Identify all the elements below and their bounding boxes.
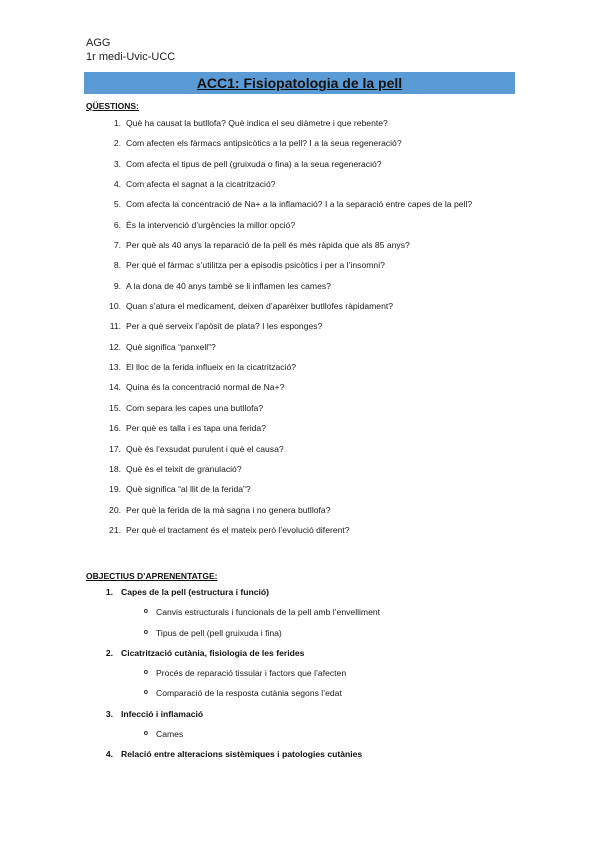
- objective-number: 2.: [105, 647, 113, 658]
- objective-subitem-text: Canvis estructurals i funcionals de la pell amb l’envelliment: [156, 607, 381, 618]
- objective-number: 4.: [105, 749, 113, 760]
- title-banner: [84, 72, 515, 94]
- objective-subitem-text: Tipus de pell (pell gruixuda i fina): [156, 627, 282, 638]
- question-item: [86, 463, 526, 483]
- objective-subitem: [86, 687, 526, 707]
- question-item: [86, 300, 526, 320]
- question-text: Què significa “panxell”?: [126, 341, 216, 352]
- question-item: [86, 361, 526, 381]
- question-text: Què ha causat la butllofa? Què indica el seu diàmetre i que rebente?: [126, 118, 388, 128]
- question-item: [86, 402, 526, 422]
- objective-number: 1.: [105, 587, 113, 597]
- objective-title-row: [86, 586, 526, 606]
- question-text: Per què la ferida de la mà sagna i no genera butllofa?: [126, 504, 331, 515]
- question-text: Què és el teixit de granulació?: [126, 463, 242, 474]
- objective-number: 3.: [105, 708, 113, 719]
- question-number: 16.: [109, 423, 121, 434]
- question-number: 9.: [113, 280, 121, 291]
- question-text: És la intervenció d’urgències la millor opció?: [126, 219, 296, 230]
- objective-title-row: [86, 748, 526, 768]
- question-text: Què significa “al llit de la ferida”?: [126, 484, 251, 495]
- question-number: 10.: [109, 301, 121, 312]
- objective-title-row: [86, 708, 526, 728]
- question-item: [86, 341, 526, 361]
- bullet-icon: o: [143, 608, 148, 616]
- objective-sublist: [86, 728, 526, 748]
- objective-subitem: [86, 728, 526, 748]
- bullet-icon: o: [143, 689, 148, 697]
- question-item: [86, 443, 526, 463]
- question-item: [86, 381, 526, 401]
- question-item: [86, 280, 526, 300]
- question-number: 19.: [109, 484, 121, 495]
- objective-sublist: [86, 667, 526, 708]
- bullet-icon: o: [143, 730, 148, 738]
- question-number: 20.: [109, 504, 121, 515]
- question-number: 1.: [113, 118, 121, 128]
- question-item: [86, 158, 526, 178]
- question-text: Com afecten els fàrmacs antipsicòtics a la pell? I a la seua regeneració?: [126, 138, 402, 149]
- objective-title: Capes de la pell (estructura i funció): [121, 587, 270, 597]
- question-number: 13.: [109, 362, 121, 373]
- objectives-heading: OBJECTIUS D’APRENENTATGE:: [86, 571, 218, 581]
- question-item: [86, 483, 526, 503]
- question-text: Quan s’atura el medicament, deixen d’aparèixer butllofes ràpidament?: [126, 301, 394, 312]
- question-text: Com afecta el tipus de pell (gruixuda o fina) a la seua regeneració?: [126, 158, 382, 169]
- question-number: 7.: [113, 240, 121, 251]
- question-item: [86, 422, 526, 442]
- objective-title: Cicatrització cutània, fisiologia de les ferides: [121, 647, 305, 658]
- question-number: 21.: [109, 524, 121, 535]
- objective-subitem: [86, 606, 526, 626]
- objective-item: [86, 586, 526, 647]
- objective-subitem-text: Comparació de la resposta cutània segons l’edat: [156, 688, 342, 699]
- question-number: 12.: [109, 341, 121, 352]
- question-text: Per què als 40 anys la reparació de la pell és més ràpida que als 85 anys?: [126, 240, 410, 251]
- objective-title: Infecció i inflamació: [121, 708, 204, 719]
- bullet-icon: o: [143, 669, 148, 677]
- question-number: 8.: [113, 260, 121, 271]
- question-text: Per què el fàrmac s’utilitza per a episodis psicòtics i per a l’insomni?: [126, 260, 385, 271]
- question-item: [86, 219, 526, 239]
- question-number: 6.: [113, 219, 121, 230]
- question-item: [86, 137, 526, 157]
- question-text: Per què es talla i es tapa una ferida?: [126, 423, 266, 434]
- question-text: El lloc de la ferida influeix en la cicatrització?: [126, 362, 297, 373]
- objective-subitem: [86, 627, 526, 647]
- objective-subitem-text: Cames: [156, 729, 184, 740]
- question-number: 4.: [113, 179, 121, 190]
- objective-item: [86, 647, 526, 708]
- question-number: 5.: [113, 199, 121, 210]
- bullet-icon: o: [143, 628, 148, 636]
- question-text: Quina és la concentració normal de Na+?: [126, 382, 285, 393]
- author-initials: AGG: [86, 37, 111, 49]
- question-number: 14.: [109, 382, 121, 393]
- question-item: [86, 320, 526, 340]
- question-text: Què és l’exsudat purulent i què el causa?: [126, 443, 284, 454]
- question-number: 2.: [113, 138, 121, 149]
- question-item: [86, 239, 526, 259]
- question-number: 15.: [109, 402, 121, 413]
- question-item: [86, 259, 526, 279]
- questions-heading: QÜESTIONS:: [86, 101, 139, 111]
- course-label: 1r medi-Uvic-UCC: [86, 51, 176, 63]
- question-text: Com afecta el sagnat a la cicatrització?: [126, 179, 276, 190]
- objective-item: [86, 708, 526, 749]
- objective-title: Relació entre alteracions sistèmiques i patologies cutànies: [121, 749, 363, 760]
- objective-sublist: [86, 606, 526, 647]
- objective-title-row: [86, 647, 526, 667]
- objective-subitem: [86, 667, 526, 687]
- question-number: 11.: [109, 321, 121, 332]
- question-item: [86, 117, 526, 137]
- questions-list: [86, 117, 526, 544]
- objectives-list: [86, 586, 526, 769]
- question-text: Per què el tractament és el mateix però l’evolució diferent?: [126, 524, 350, 535]
- question-number: 3.: [113, 158, 121, 169]
- question-item: [86, 198, 526, 218]
- objective-subitem-text: Procés de reparació tissular i factors que l’afecten: [156, 668, 347, 679]
- question-text: Per a què serveix l’apòsit de plata? I les esponges?: [126, 321, 323, 332]
- question-item: [86, 524, 526, 544]
- question-number: 17.: [109, 443, 121, 454]
- document-title: ACC1: Fisiopatologia de la pell: [196, 75, 403, 91]
- question-number: 18.: [109, 463, 121, 474]
- objective-item: [86, 748, 526, 768]
- document-header: [86, 36, 175, 64]
- question-text: A la dona de 40 anys també se li inflamen les cames?: [126, 280, 331, 291]
- question-text: Com afecta la concentració de Na+ a la inflamació? I a la separació entre capes de la pell?: [126, 199, 473, 210]
- question-item: [86, 178, 526, 198]
- question-text: Com separa les capes una butllofa?: [126, 402, 264, 413]
- question-item: [86, 504, 526, 524]
